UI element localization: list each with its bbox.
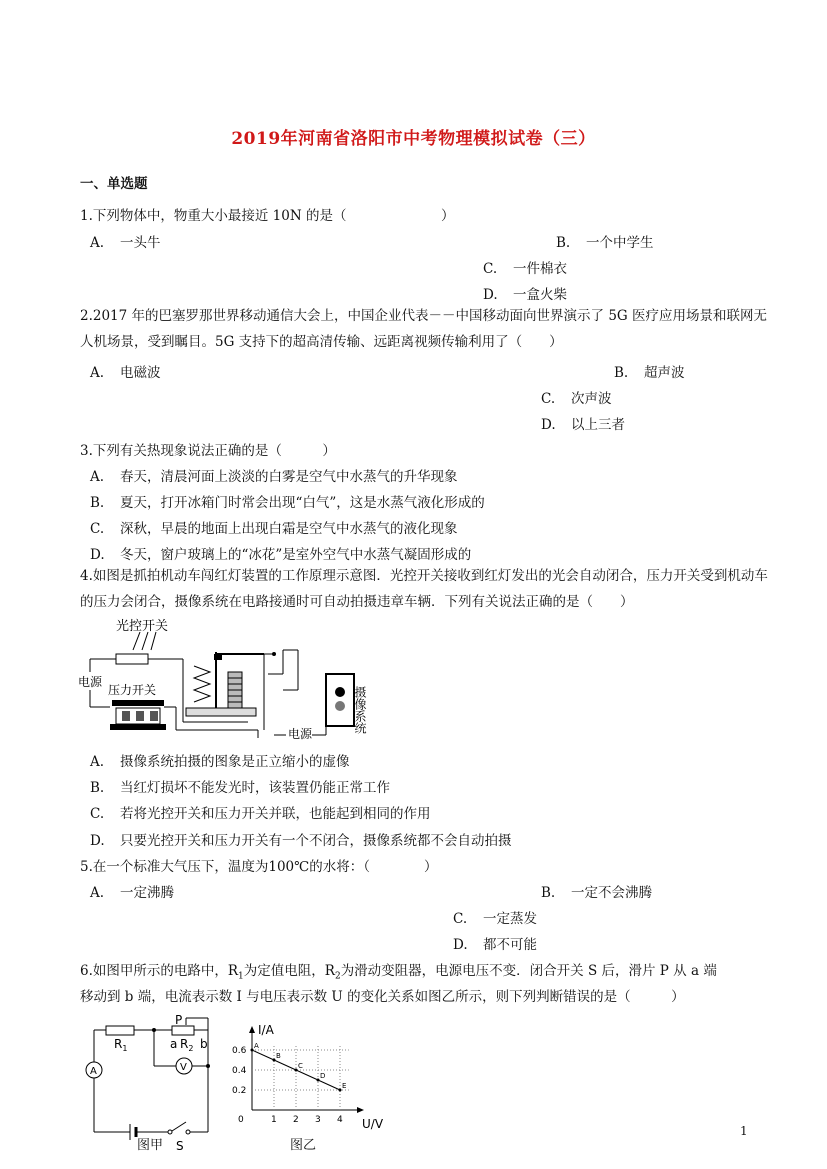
x-tick-label: 4 [337,1115,343,1125]
x-tick-label: 3 [315,1115,321,1125]
q5-option-b[interactable]: B. 一定不会沸腾 [541,885,652,901]
question-6-stem-line2: 移动到 b 端，电流表示数 I 与电压表示数 U 的变化关系如图乙所示，则下列判断错误的是（ ） [80,989,685,1005]
y-axis-label: I/A [258,1023,274,1037]
label-light-switch: 光控开关 [116,619,169,634]
y-axis-arrow-icon [249,1026,255,1033]
question-1-stem: 1.下列物体中，物重大小最接近 10N 的是（ ） [80,208,455,224]
label-p: P [175,1013,183,1027]
figure-b-iv-chart [228,1022,398,1132]
data-point-label: B [276,1052,281,1060]
question-3-stem: 3.下列有关热现象说法正确的是（ ） [80,443,336,459]
ammeter-icon: A [90,1066,97,1077]
q4-option-d[interactable]: D. 只要光控开关和压力开关有一个不闭合，摄像系统都不会自动拍摄 [90,833,512,849]
question-4-stem: 4.如图是抓拍机动车闯红灯装置的工作原理示意图．光控开关接收到红灯发出的光会自动闭合，压力开关受到机动车的压力会闭合，摄像系统在电路接通时可自动拍摄违章车辆．下列有关说法正确的是（ ） [80,568,768,610]
section-heading: 一、单选题 [80,176,148,192]
chart-grid [252,1045,349,1110]
voltmeter-icon: V [180,1062,187,1073]
page-title: 2019年河南省洛阳市中考物理模拟试卷（三） [231,129,596,149]
figure-b-caption: 图乙 [290,1138,317,1153]
question-2-stem: 2.2017 年的巴塞罗那世界移动通信大会上，中国企业代表－－中国移动面向世界演示了 5G 医疗应用场景和联网无人机场景，受到瞩目。5G 支持下的超高清传输、远距离视频传输利用了（ ） [80,308,767,350]
page-number: 1 [740,1124,748,1138]
q4-option-b[interactable]: B. 当红灯损坏不能发光时，该装置仍能正常工作 [90,780,390,796]
label-a: a [170,1037,178,1051]
label-r2: $R_2$ [180,1037,194,1053]
q5-option-a[interactable]: A. 一定沸腾 [90,885,174,901]
question-6-stem-line1: 6.如图甲所示的电路中，$R_1$为定值电阻，$R_2$为滑动变阻器，电源电压不变．闭合开关 S 后，滑片 P 从 a 端 [80,963,717,982]
q4-option-c[interactable]: C. 若将光控开关和压力开关并联，也能起到相同的作用 [90,806,431,822]
y-tick-label: 0.6 [232,1046,247,1056]
x-tick-label: 2 [293,1115,299,1125]
y-tick-label: 0.2 [232,1086,247,1096]
data-point-label: E [342,1082,347,1090]
chart-ticks [232,1046,343,1125]
q2-option-b[interactable]: B. 超声波 [614,365,685,381]
x-axis-label: U/V [362,1117,384,1131]
chart-series [251,1042,347,1092]
q4-option-a[interactable]: A. 摄像系统拍摄的图象是正立缩小的虚像 [90,754,350,770]
q5-option-d[interactable]: D. 都不可能 [453,937,537,953]
figure-red-light-camera-circuit [78,614,388,744]
q2-option-a[interactable]: A. 电磁波 [90,365,161,381]
question-5-stem: 5.在一个标准大气压下，温度为100℃的水将：（ ） [80,859,438,875]
label-b: b [200,1037,208,1051]
label-switch-s: S [176,1139,184,1153]
q1-option-c[interactable]: C. 一件棉衣 [483,261,567,277]
data-point-label: C [298,1062,303,1070]
label-camera-system: 摄像系统 [353,686,367,734]
x-tick-label: 1 [271,1115,277,1125]
label-r1: $R_1$ [114,1037,128,1053]
q3-option-a[interactable]: A. 春天，清晨河面上淡淡的白雾是空气中水蒸气的升华现象 [90,469,458,485]
data-point-label: D [320,1072,326,1080]
q3-option-d[interactable]: D. 冬天，窗户玻璃上的“冰花”是室外空气中水蒸气凝固形成的 [90,547,472,563]
q3-option-c[interactable]: C. 深秋，早晨的地面上出现白霜是空气中水蒸气的液化现象 [90,521,458,537]
y-tick-label: 0.4 [232,1066,247,1076]
q3-option-b[interactable]: B. 夏天，打开冰箱门时常会出现“白气”，这是水蒸气液化形成的 [90,495,485,511]
label-power-bottom: 电源 [288,727,313,741]
label-pressure-switch: 压力开关 [108,683,157,697]
q2-option-d[interactable]: D. 以上三者 [541,417,625,433]
data-point-label: A [254,1042,259,1050]
q1-option-a[interactable]: A. 一头牛 [90,235,161,251]
q1-option-d[interactable]: D. 一盒火柴 [483,287,567,303]
origin-label: 0 [238,1115,244,1125]
q2-option-c[interactable]: C. 次声波 [541,391,612,407]
label-power-left: 电源 [78,675,103,689]
q1-option-b[interactable]: B. 一个中学生 [556,235,654,251]
q5-option-c[interactable]: C. 一定蒸发 [453,911,537,927]
figure-a-caption: 图甲 [137,1138,164,1153]
x-axis-arrow-icon [357,1107,364,1113]
